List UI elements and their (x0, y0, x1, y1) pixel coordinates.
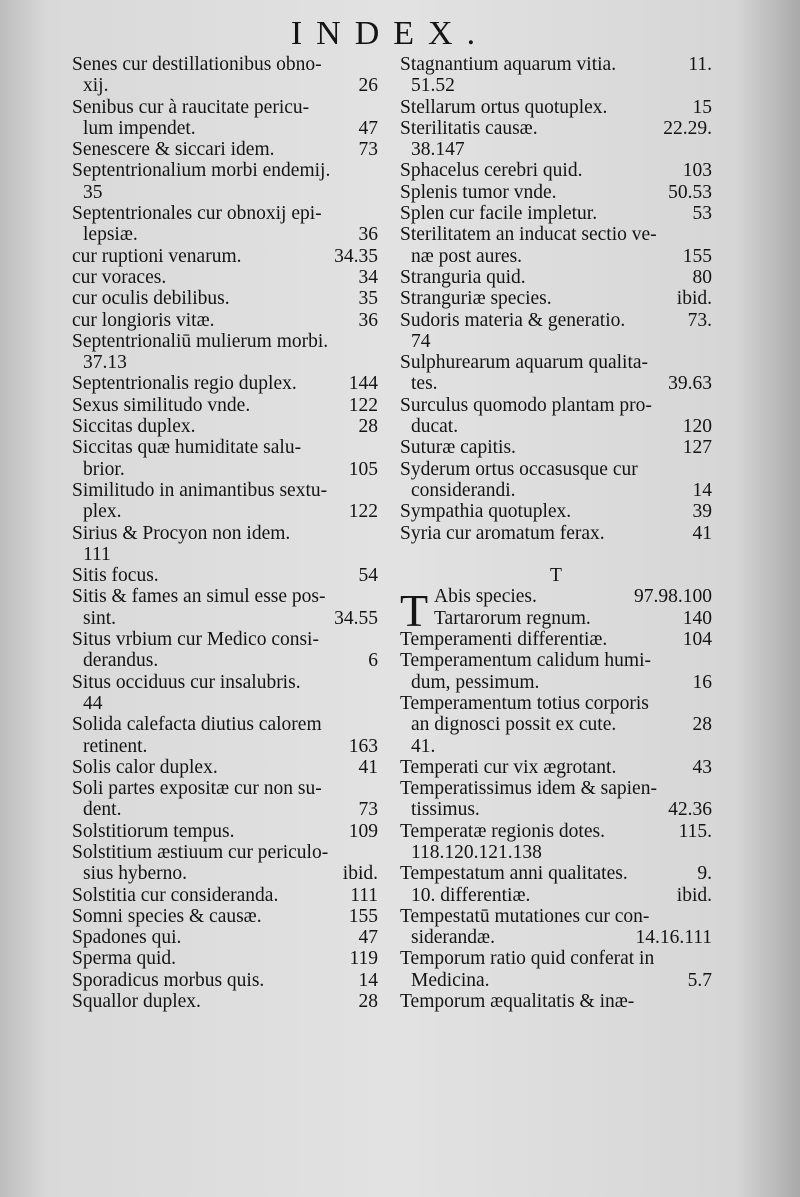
page-reference: 43 (692, 756, 712, 778)
entry-text: Sterilitatem an inducat sectio ve- (400, 224, 657, 246)
index-line (400, 267, 712, 288)
page-reference: 36 (358, 224, 378, 246)
page-reference: 35 (358, 288, 378, 310)
page-reference: 144 (348, 373, 378, 395)
entry-text: dent. (83, 799, 122, 821)
page-reference: 140 (682, 607, 712, 629)
entry-text: Splen cur facile impletur. (400, 203, 598, 225)
entry-text: derandus. (83, 650, 159, 672)
index-line (400, 778, 712, 799)
index-line (400, 75, 712, 96)
page-reference: ibid. (342, 863, 378, 885)
index-line (400, 991, 712, 1012)
entry-text: 51.52 (411, 75, 455, 97)
entry-text: tes. (411, 373, 438, 395)
entry-text: 41. (411, 735, 436, 757)
entry-text: considerandi. (411, 479, 516, 501)
index-line (72, 246, 378, 267)
index-line (72, 139, 378, 160)
index-line (72, 693, 378, 714)
index-line (400, 373, 712, 394)
page-reference: 34 (358, 266, 378, 288)
entry-text: Syria cur aromatum ferax. (400, 522, 605, 544)
entry-text: Sporadicus morbus quis. (72, 969, 265, 991)
entry-text: Sterilitatis causæ. (400, 117, 538, 139)
page-reference: 73. (687, 309, 712, 331)
index-line (400, 650, 712, 671)
entry-text: Sirius & Procyon non idem. (72, 522, 291, 544)
page-reference: 14 (692, 479, 712, 501)
page-reference: 42.36 (668, 799, 712, 821)
index-line (72, 416, 378, 437)
index-line (400, 693, 712, 714)
index-line (72, 970, 378, 991)
entry-text: 10. differentiæ. (411, 884, 531, 906)
entry-text: Septentrionales cur obnoxij epi- (72, 203, 322, 225)
index-line (400, 970, 712, 991)
index-line (72, 885, 378, 906)
entry-text: 44 (83, 692, 103, 714)
page-reference: 105 (348, 458, 378, 480)
index-line (400, 842, 712, 863)
entry-text: 111 (83, 543, 111, 565)
page-reference: 155 (682, 245, 712, 267)
entry-text: Temperati cur vix ægrotant. (400, 756, 617, 778)
entry-text: 35 (83, 181, 103, 203)
index-line (400, 224, 712, 245)
index-line (72, 799, 378, 820)
index-line (400, 821, 712, 842)
index-line (72, 544, 378, 565)
entry-text: Syderum ortus occasusque cur (400, 458, 638, 480)
index-line (72, 523, 378, 544)
index-line (72, 118, 378, 139)
entry-text: Temperatissimus idem & sapien- (400, 778, 657, 800)
index-line (400, 352, 712, 373)
entry-text: Septentrionaliū mulierum morbi. (72, 330, 329, 352)
entry-text: Stellarum ortus quotuplex. (400, 96, 608, 118)
index-line (72, 310, 378, 331)
entry-text: Temporum ratio quid conferat in (400, 948, 655, 970)
entry-text: Suturæ capitis. (400, 437, 516, 459)
index-line (400, 863, 712, 884)
index-line (400, 927, 712, 948)
entry-text: Similitudo in animantibus sextu- (72, 479, 328, 501)
index-line (400, 672, 712, 693)
entry-text: 37.13 (83, 352, 127, 374)
entry-text: Situs vrbium cur Medico consi- (72, 629, 319, 651)
index-line (72, 288, 378, 309)
index-line (72, 629, 378, 650)
index-line (72, 267, 378, 288)
entry-text: Sympathia quotuplex. (400, 501, 572, 523)
entry-text: Soli partes expositæ cur non su- (72, 778, 322, 800)
entry-text: sius hyberno. (83, 863, 187, 885)
index-line (400, 608, 712, 629)
index-line (72, 160, 378, 181)
entry-text: Situs occiduus cur insalubris. (72, 671, 301, 693)
index-line (72, 586, 378, 607)
index-line (72, 97, 378, 118)
page-reference: 26 (358, 75, 378, 97)
page-reference: 120 (682, 416, 712, 438)
page-reference: 73 (358, 799, 378, 821)
index-line (400, 139, 712, 160)
entry-text: Solstitiorum tempus. (72, 820, 235, 842)
section-letter: T (550, 565, 562, 587)
entry-text: Sulphurearum aquarum qualita- (400, 352, 649, 374)
page-reference: 22.29. (663, 117, 712, 139)
entry-text: Stagnantium aquarum vitia. (400, 54, 617, 75)
index-line (400, 501, 712, 522)
index-line (72, 75, 378, 96)
page-reference: 97.98.100 (634, 586, 712, 608)
index-line (400, 480, 712, 501)
index-line (400, 736, 712, 757)
page-reference: 111 (350, 884, 378, 906)
index-line (72, 672, 378, 693)
page-reference: 115. (678, 820, 712, 842)
page-reference: 34.35 (334, 245, 378, 267)
entry-text: dum, pessimum. (411, 671, 540, 693)
entry-text: 38.147 (411, 139, 465, 161)
entry-text: Sitis focus. (72, 565, 159, 587)
index-line (72, 906, 378, 927)
index-line (72, 991, 378, 1012)
entry-text: lum impendet. (83, 117, 196, 139)
page-header: INDEX. (290, 15, 490, 52)
entry-text: xij. (83, 75, 109, 97)
entry-text: Stranguria quid. (400, 266, 526, 288)
page-reference: 36 (358, 309, 378, 331)
index-line (72, 331, 378, 352)
page-reference: 73 (358, 139, 378, 161)
index-line (400, 948, 712, 969)
index-line (400, 97, 712, 118)
entry-text: Splenis tumor vnde. (400, 181, 557, 203)
entry-text: plex. (83, 501, 122, 523)
entry-text: Temperamentum calidum humi- (400, 650, 651, 672)
entry-text: Solstitium æstiuum cur periculo- (72, 841, 329, 863)
page-reference: 103 (682, 160, 712, 182)
index-line (72, 821, 378, 842)
page-reference: 119 (349, 948, 378, 970)
page-reference: 155 (348, 905, 378, 927)
entry-text: Temperatæ regionis dotes. (400, 820, 605, 842)
entry-text: cur oculis debilibus. (72, 288, 230, 310)
index-line (72, 459, 378, 480)
index-line (400, 310, 712, 331)
entry-text: Solstitia cur consideranda. (72, 884, 279, 906)
page-reference: 28 (358, 416, 378, 438)
entry-text: an dignosci possit ex cute. (411, 714, 617, 736)
entry-text: Senibus cur à raucitate pericu- (72, 96, 310, 118)
entry-text: Abis species. (434, 586, 537, 608)
entry-text: Solida calefacta diutius calorem (72, 714, 322, 736)
index-line (400, 437, 712, 458)
index-line (400, 906, 712, 927)
index-line (72, 778, 378, 799)
entry-text: Temperamenti differentiæ. (400, 629, 608, 651)
page-reference: 54 (358, 565, 378, 587)
entry-text: Surculus quomodo plantam pro- (400, 394, 652, 416)
index-line (72, 650, 378, 671)
index-line (72, 501, 378, 522)
page-reference: 122 (348, 394, 378, 416)
index-line (400, 523, 712, 544)
index-line (400, 799, 712, 820)
index-line (72, 608, 378, 629)
entry-text: 118.120.121.138 (411, 841, 542, 863)
entry-text: Temporum æqualitatis & inæ- (400, 991, 635, 1013)
page-reference: 28 (692, 714, 712, 736)
entry-text: cur voraces. (72, 266, 167, 288)
index-line (400, 288, 712, 309)
page-reference: 15 (692, 96, 712, 118)
index-line (72, 480, 378, 501)
index-line (400, 203, 712, 224)
index-line (72, 437, 378, 458)
page-reference: 50.53 (668, 181, 712, 203)
index-line (400, 118, 712, 139)
entry-text: Septentrionalium morbi endemij. (72, 160, 331, 182)
page-reference: 47 (358, 927, 378, 949)
index-line (400, 246, 712, 267)
left-index-column (72, 54, 378, 1012)
entry-text: lepsiæ. (83, 224, 138, 246)
index-line (400, 54, 712, 75)
index-line (400, 885, 712, 906)
entry-text: Stranguriæ species. (400, 288, 552, 310)
entry-text: Siccitas duplex. (72, 416, 196, 438)
page-reference: 39.63 (668, 373, 712, 395)
page-reference: 163 (348, 735, 378, 757)
entry-text: Tempestatū mutationes cur con- (400, 905, 650, 927)
entry-text: retinent. (83, 735, 148, 757)
index-line (400, 757, 712, 778)
index-line (400, 160, 712, 181)
entry-text: Spadones qui. (72, 927, 182, 949)
page-reference: 28 (358, 991, 378, 1013)
entry-text: Tartarorum regnum. (434, 607, 591, 629)
page-reference: 109 (348, 820, 378, 842)
index-line (72, 352, 378, 373)
page-reference: 80 (692, 266, 712, 288)
entry-text: brior. (83, 458, 125, 480)
page-reference: 14 (358, 969, 378, 991)
page-reference: 9. (697, 863, 712, 885)
page-reference: 5.7 (687, 969, 712, 991)
page-reference: 39 (692, 501, 712, 523)
page-reference: 41 (692, 522, 712, 544)
entry-text: Senes cur destillationibus obno- (72, 54, 322, 75)
entry-text: Sphacelus cerebri quid. (400, 160, 583, 182)
index-line (400, 565, 712, 586)
page-reference: 127 (682, 437, 712, 459)
entry-text: cur longioris vitæ. (72, 309, 215, 331)
page-reference: 53 (692, 203, 712, 225)
index-line (72, 948, 378, 969)
page-reference: 122 (348, 501, 378, 523)
entry-text: næ post aures. (411, 245, 523, 267)
page-reference: 47 (358, 117, 378, 139)
entry-text: sint. (83, 607, 117, 629)
index-line (400, 182, 712, 203)
entry-text: siderandæ. (411, 927, 495, 949)
right-index-column (400, 54, 712, 1012)
page-reference: 16 (692, 671, 712, 693)
index-line (72, 863, 378, 884)
page-reference: 6 (368, 650, 378, 672)
entry-text: Sexus similitudo vnde. (72, 394, 251, 416)
entry-text: Tempestatum anni qualitates. (400, 863, 628, 885)
entry-text: Medicina. (411, 969, 490, 991)
entry-text: Siccitas quæ humiditate salu- (72, 437, 302, 459)
entry-text: 74 (411, 330, 431, 352)
drop-cap-letter: T (400, 585, 429, 637)
index-line (72, 736, 378, 757)
index-line (400, 459, 712, 480)
page-reference: 34.55 (334, 607, 378, 629)
page-reference: 104 (682, 629, 712, 651)
entry-text: Temperamentum totius corporis (400, 692, 649, 714)
index-line (72, 224, 378, 245)
index-line (400, 714, 712, 735)
index-line (72, 927, 378, 948)
page-reference: 41 (358, 756, 378, 778)
entry-text: cur ruptioni venarum. (72, 245, 242, 267)
page-reference: 11. (688, 54, 712, 75)
index-line (72, 182, 378, 203)
index-line (72, 842, 378, 863)
entry-text: Squallor duplex. (72, 991, 201, 1013)
index-line (400, 544, 712, 565)
entry-text: tissimus. (411, 799, 480, 821)
entry-text: Solis calor duplex. (72, 756, 218, 778)
entry-text: Septentrionalis regio duplex. (72, 373, 297, 395)
index-line (72, 565, 378, 586)
index-line (72, 203, 378, 224)
page-reference: ibid. (676, 884, 712, 906)
index-line (72, 373, 378, 394)
entry-text: Senescere & siccari idem. (72, 139, 275, 161)
entry-text: Sperma quid. (72, 948, 176, 970)
index-line (400, 416, 712, 437)
index-line (400, 331, 712, 352)
index-line (72, 395, 378, 416)
entry-text: ducat. (411, 416, 459, 438)
index-line (400, 629, 712, 650)
entry-text: Sitis & fames an simul esse pos- (72, 586, 326, 608)
index-line (72, 714, 378, 735)
index-line (72, 54, 378, 75)
index-line (400, 395, 712, 416)
index-line (72, 757, 378, 778)
entry-text: Somni species & causæ. (72, 905, 262, 927)
page-reference: 14.16.111 (635, 927, 712, 949)
entry-text: Sudoris materia & generatio. (400, 309, 626, 331)
page-reference: ibid. (676, 288, 712, 310)
